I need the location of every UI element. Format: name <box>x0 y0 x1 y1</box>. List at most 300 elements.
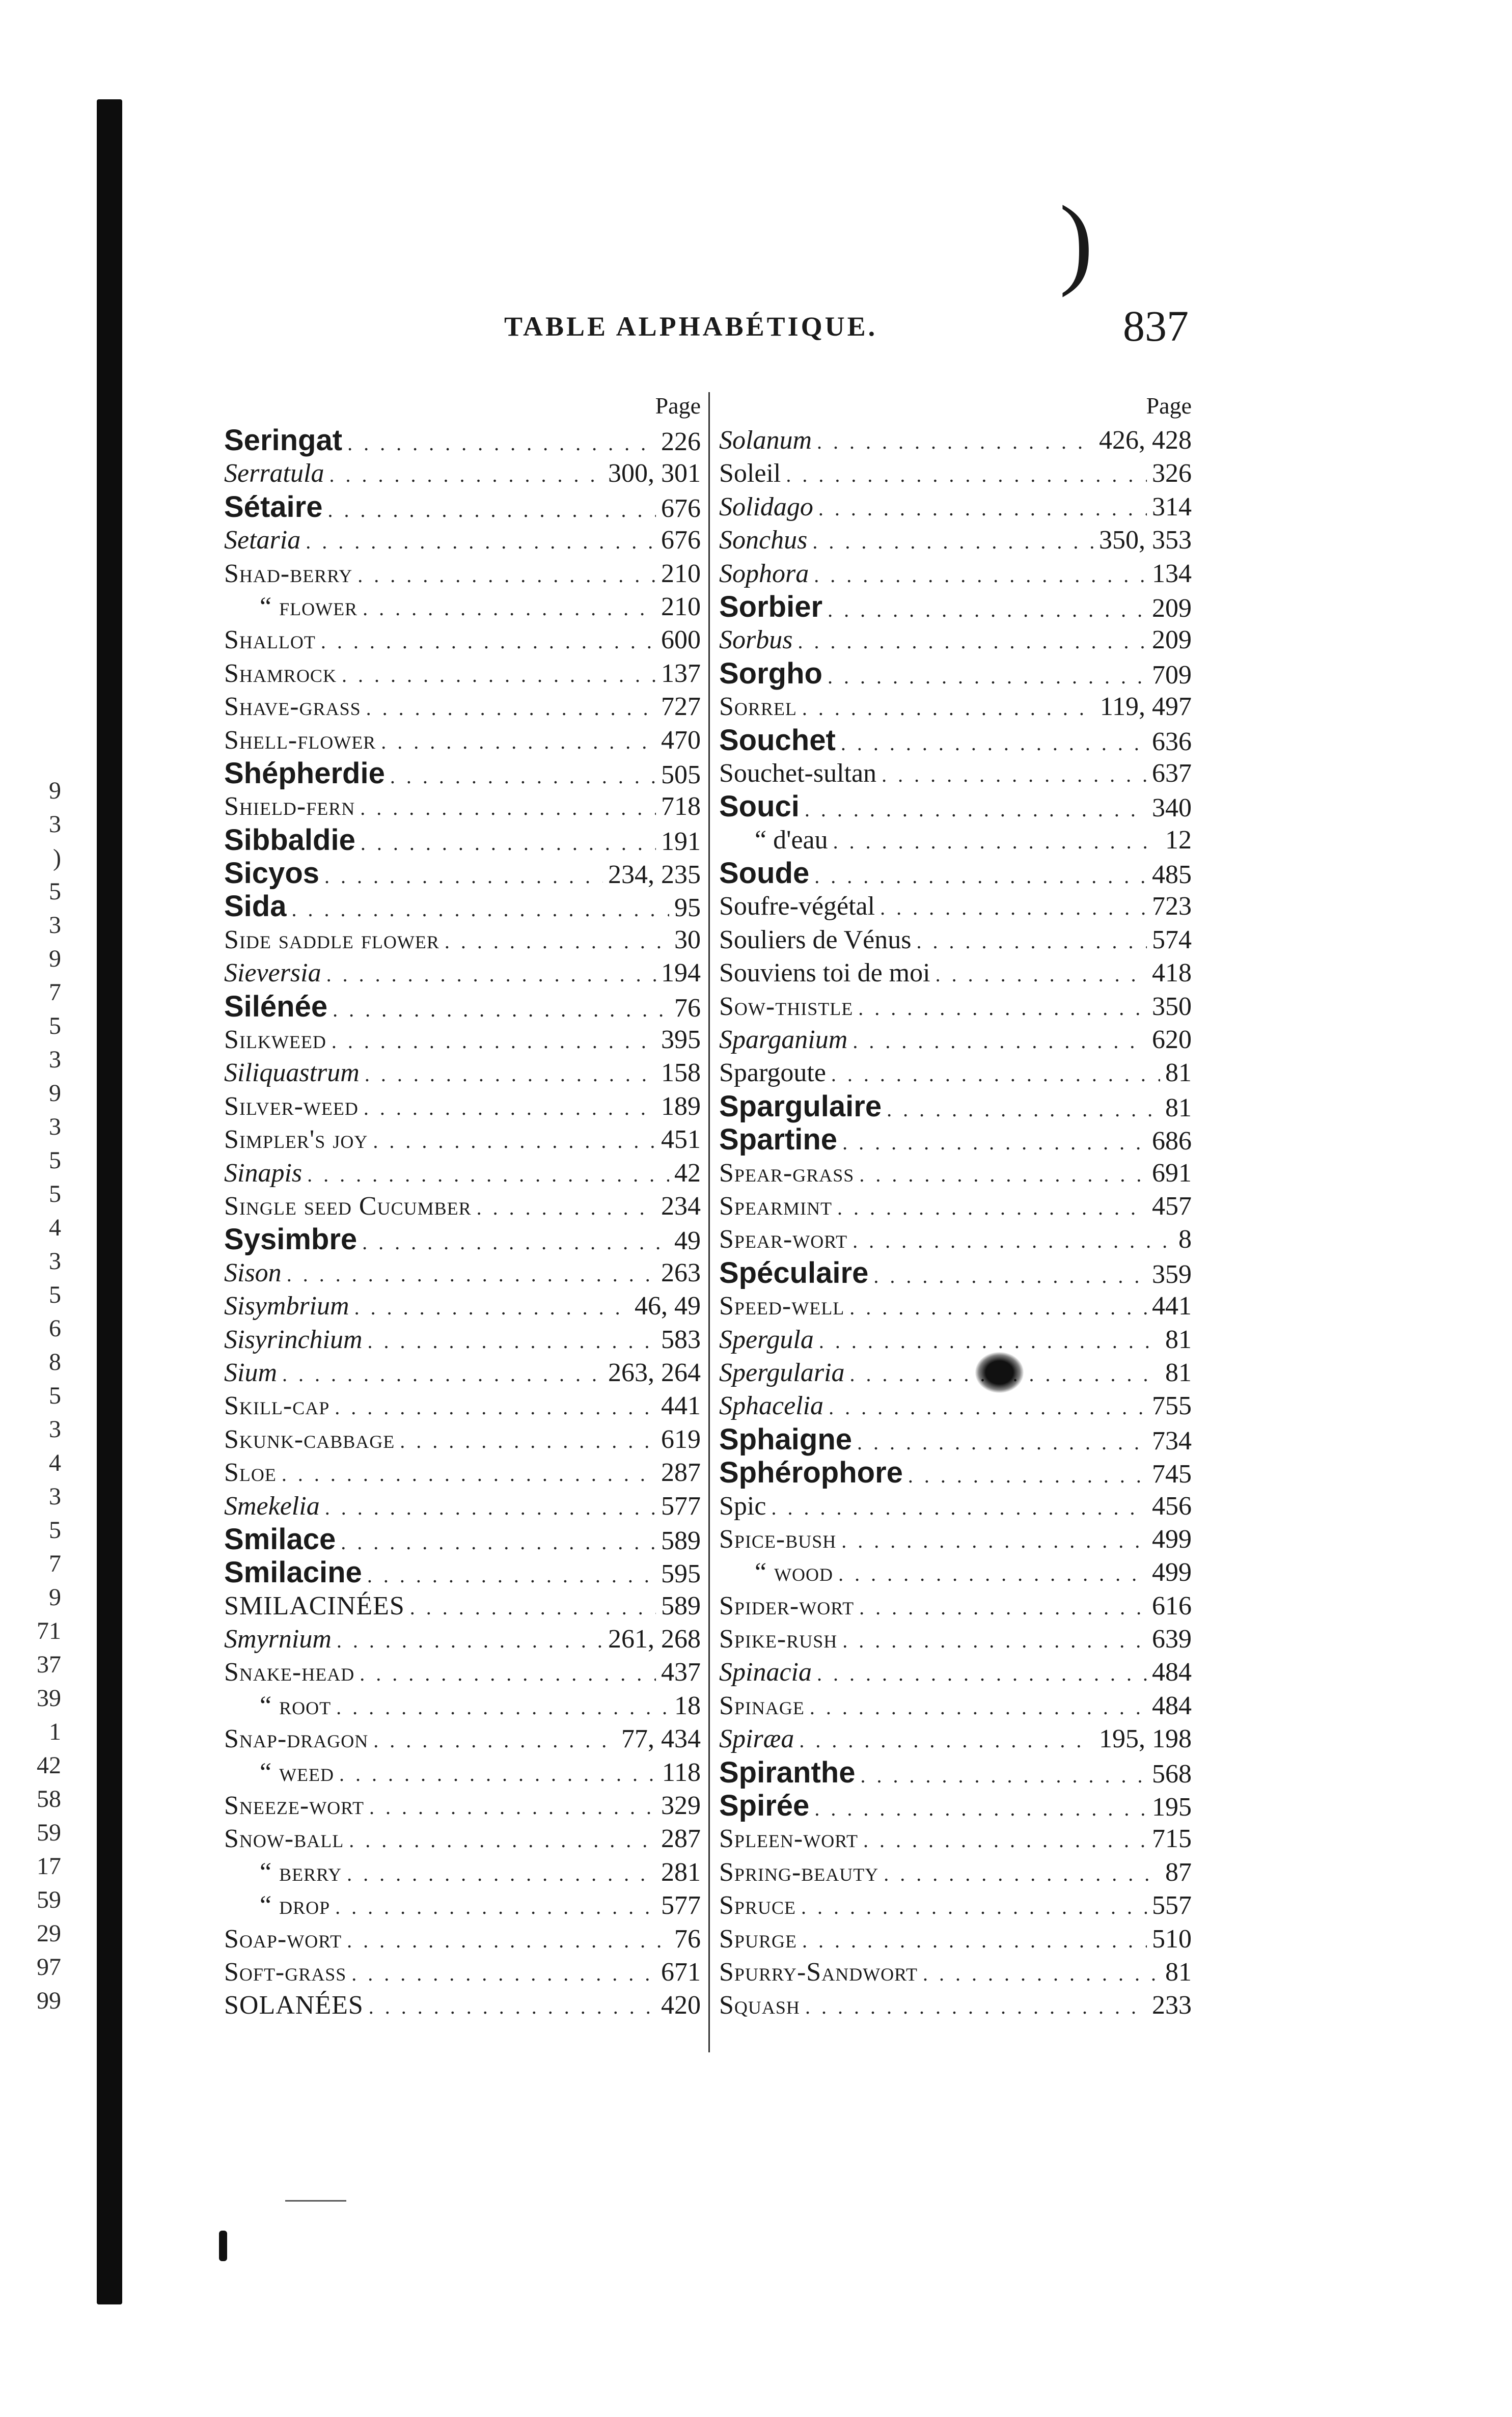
dot-leader <box>363 592 656 623</box>
index-term: Spiranthe <box>719 1755 856 1789</box>
margin-fragment: 29 <box>37 1920 61 1947</box>
index-pages: 281 <box>661 1857 701 1887</box>
index-entry <box>224 1456 708 1489</box>
margin-fragment: 39 <box>37 1685 61 1712</box>
index-term: Shépherdie <box>224 756 385 790</box>
index-pages: 718 <box>661 792 701 821</box>
dot-leader <box>849 1291 1147 1323</box>
dot-leader <box>358 559 656 590</box>
index-pages: 195 <box>1152 1793 1192 1822</box>
index-pages: 616 <box>1152 1591 1192 1621</box>
index-pages: 395 <box>661 1025 701 1055</box>
index-entry <box>224 457 708 490</box>
index-term: Sonchus <box>719 526 808 555</box>
index-entry <box>224 1523 708 1556</box>
dot-leader <box>859 1591 1147 1623</box>
index-term: Smilacine <box>224 1556 362 1589</box>
index-entry <box>224 823 708 857</box>
index-entry <box>712 1656 1192 1689</box>
index-term: Spargulaire <box>719 1089 882 1123</box>
dot-leader <box>814 559 1147 590</box>
index-pages: 87 <box>1165 1857 1192 1887</box>
margin-fragment: 59 <box>37 1819 61 1846</box>
margin-fragment: 17 <box>37 1853 61 1880</box>
index-term: Shad-berry <box>224 559 353 588</box>
index-entry <box>224 1589 708 1623</box>
index-term: Smekelia <box>224 1491 320 1521</box>
index-term: SMILACINÉES <box>224 1591 405 1621</box>
index-pages: 691 <box>1152 1158 1192 1188</box>
margin-fragment: 5 <box>49 1012 61 1039</box>
index-term: Setaria <box>224 526 301 555</box>
index-entry <box>712 923 1192 956</box>
index-entry <box>712 1423 1192 1456</box>
index-entry <box>224 1356 708 1389</box>
index-term: Spiræa <box>719 1724 794 1754</box>
dot-leader <box>887 1093 1160 1123</box>
dot-leader <box>831 1058 1160 1089</box>
dot-leader <box>368 1325 656 1356</box>
margin-fragment: 5 <box>49 1517 61 1544</box>
index-term: Sparganium <box>719 1025 848 1055</box>
dot-leader <box>349 1824 656 1855</box>
index-pages: 81 <box>1165 1093 1192 1122</box>
dot-leader <box>347 1924 669 1956</box>
index-entry <box>224 1389 708 1422</box>
dot-leader <box>853 1025 1147 1056</box>
index-term: Sorrel <box>719 692 797 722</box>
index-entry <box>712 590 1192 623</box>
margin-fragment: 99 <box>37 1987 61 2014</box>
index-entry <box>712 1856 1192 1889</box>
index-pages: 418 <box>1152 958 1192 988</box>
index-pages: 676 <box>661 526 701 555</box>
index-pages: 81 <box>1165 1957 1192 1987</box>
index-term: Spergula <box>719 1325 814 1354</box>
index-entry <box>224 1056 708 1089</box>
index-term: Spic <box>719 1491 766 1521</box>
margin-fragment: 6 <box>49 1315 61 1342</box>
index-entry <box>224 690 708 723</box>
index-term: Single seed Cucumber <box>224 1191 472 1221</box>
margin-fragment: 5 <box>49 1281 61 1308</box>
index-term: Sorbier <box>719 590 823 623</box>
index-term: Speed-well <box>719 1292 845 1321</box>
dot-leader <box>335 1391 656 1422</box>
dot-leader <box>373 1724 616 1755</box>
index-entry <box>712 1922 1192 1956</box>
index-entry <box>224 1623 708 1656</box>
index-entry <box>712 657 1192 690</box>
index-pages: 671 <box>661 1957 701 1987</box>
dot-leader <box>802 692 1095 723</box>
dot-leader <box>916 925 1147 956</box>
margin-fragment: 5 <box>49 1382 61 1409</box>
index-term: “ wood <box>755 1558 834 1587</box>
dot-leader <box>812 525 1094 557</box>
index-entry <box>712 1256 1192 1289</box>
index-entry <box>712 1356 1192 1389</box>
index-entry <box>712 1223 1192 1256</box>
index-entry <box>712 1090 1192 1123</box>
dot-leader <box>351 1957 656 1989</box>
index-pages: 77, 434 <box>621 1724 701 1754</box>
index-pages: 137 <box>661 658 701 688</box>
margin-fragment: 7 <box>49 979 61 1006</box>
index-entry <box>224 1922 708 1956</box>
index-pages: 195, 198 <box>1099 1724 1192 1754</box>
binding-edge <box>97 99 122 2304</box>
index-pages: 755 <box>1152 1391 1192 1421</box>
index-pages: 158 <box>661 1058 701 1088</box>
index-entry <box>712 1490 1192 1523</box>
index-pages: 326 <box>1152 459 1192 488</box>
index-pages: 350, 353 <box>1099 526 1192 555</box>
index-pages: 600 <box>661 625 701 655</box>
index-pages: 329 <box>661 1791 701 1821</box>
dot-leader <box>814 860 1147 890</box>
dot-leader <box>282 1358 603 1389</box>
dot-leader <box>837 1191 1147 1223</box>
margin-fragment: 4 <box>49 1449 61 1476</box>
margin-fragment: 3 <box>49 1113 61 1140</box>
dot-leader <box>360 1657 656 1689</box>
index-pages: 81 <box>1165 1358 1192 1387</box>
index-pages: 76 <box>674 1924 701 1954</box>
index-term: SOLANÉES <box>224 1991 364 2020</box>
index-pages: 287 <box>661 1824 701 1854</box>
index-term: Snow-ball <box>224 1824 344 1854</box>
index-pages: 191 <box>661 827 701 856</box>
index-pages: 499 <box>1152 1558 1192 1587</box>
index-entry <box>224 1856 708 1889</box>
index-term: Soleil <box>719 459 781 488</box>
index-term: Spice-bush <box>719 1524 837 1554</box>
index-term: Spurry-Sandwort <box>719 1957 918 1987</box>
index-entry <box>712 1756 1192 1789</box>
index-entry <box>712 857 1192 890</box>
stray-dash <box>285 2200 346 2202</box>
dot-leader <box>327 493 656 524</box>
dot-leader <box>859 1158 1147 1190</box>
dot-leader <box>857 1426 1147 1456</box>
index-entry <box>712 1157 1192 1190</box>
index-term: Sloe <box>224 1458 277 1488</box>
margin-fragment: 7 <box>49 1550 61 1577</box>
index-entry <box>224 424 708 457</box>
dot-leader <box>882 758 1147 790</box>
index-entry <box>712 1289 1192 1323</box>
index-entry <box>224 1956 708 1989</box>
margin-fragment: 3 <box>49 1046 61 1073</box>
index-entry <box>712 1023 1192 1056</box>
index-pages: 30 <box>674 925 701 954</box>
index-pages: 619 <box>661 1424 701 1454</box>
index-entry <box>712 457 1192 490</box>
page-number: 837 <box>1123 301 1189 350</box>
dot-leader <box>828 660 1147 690</box>
dot-leader <box>801 1890 1147 1922</box>
index-term: Soft-grass <box>224 1957 347 1987</box>
dot-leader <box>369 1791 656 1822</box>
index-pages: 359 <box>1152 1259 1192 1289</box>
index-term: Sisymbrium <box>224 1292 349 1321</box>
index-pages: 234 <box>661 1191 701 1221</box>
index-column-left <box>224 392 708 2022</box>
index-pages: 420 <box>661 1991 701 2020</box>
dot-leader <box>307 1158 669 1190</box>
index-term: Sphérophore <box>719 1456 903 1490</box>
running-title: TABLE ALPHABÉTIQUE. <box>504 311 878 342</box>
index-term: Silénée <box>224 990 328 1023</box>
index-pages: 709 <box>1152 660 1192 690</box>
margin-fragment: 9 <box>49 1584 61 1611</box>
index-pages: 636 <box>1152 727 1192 756</box>
index-pages: 226 <box>661 427 701 456</box>
index-pages: 589 <box>661 1526 701 1555</box>
index-entry <box>712 1589 1192 1623</box>
page-column-label: Page <box>1146 393 1192 419</box>
index-entry <box>712 757 1192 790</box>
dot-leader <box>333 993 669 1023</box>
dot-leader <box>360 791 656 823</box>
index-entry <box>712 956 1192 990</box>
index-pages: 723 <box>1152 892 1192 921</box>
page-column-label: Page <box>655 393 701 419</box>
index-term: Seringat <box>224 424 343 457</box>
index-term: Smilace <box>224 1522 336 1556</box>
dot-leader <box>771 1491 1147 1523</box>
index-entry <box>224 1989 708 2022</box>
index-term: Skunk-cabbage <box>224 1424 395 1454</box>
index-entry <box>712 1389 1192 1422</box>
dot-leader <box>884 1857 1160 1889</box>
index-entry <box>224 1689 708 1722</box>
index-pages: 46, 49 <box>635 1292 701 1321</box>
index-term: Soap-wort <box>224 1924 342 1954</box>
dot-leader <box>805 793 1147 823</box>
index-entry <box>224 524 708 557</box>
index-term: Spinage <box>719 1691 805 1720</box>
index-pages: 263, 264 <box>608 1358 701 1387</box>
index-entry <box>712 1789 1192 1822</box>
dot-leader <box>337 1624 603 1656</box>
index-entry <box>224 590 708 623</box>
index-pages: 210 <box>661 592 701 621</box>
dot-leader <box>410 1591 656 1623</box>
dot-leader <box>873 1259 1147 1289</box>
index-entry <box>224 757 708 790</box>
index-pages: 715 <box>1152 1824 1192 1854</box>
index-entry <box>712 990 1192 1023</box>
index-entry <box>224 1722 708 1755</box>
margin-fragment: 59 <box>37 1886 61 1913</box>
index-entry <box>224 890 708 923</box>
index-pages: 727 <box>661 692 701 722</box>
index-pages: 261, 268 <box>608 1625 701 1654</box>
margin-fragment: 1 <box>49 1718 61 1745</box>
dot-leader <box>445 925 669 956</box>
index-pages: 505 <box>661 760 701 789</box>
margin-fragment: 9 <box>49 777 61 804</box>
index-term: Spring-beauty <box>719 1857 879 1887</box>
index-pages: 234, 235 <box>608 860 701 890</box>
dot-leader <box>817 425 1094 457</box>
dot-leader <box>341 1526 656 1556</box>
index-term: Sida <box>224 890 287 923</box>
index-entry <box>712 724 1192 757</box>
index-term: Soufre-végétal <box>719 892 875 921</box>
dot-leader <box>335 1890 656 1922</box>
index-term: Silver-weed <box>224 1091 359 1121</box>
index-term: Snake-head <box>224 1658 355 1687</box>
index-term: Snap-dragon <box>224 1724 369 1754</box>
index-pages: 340 <box>1152 793 1192 823</box>
index-pages: 437 <box>661 1658 701 1687</box>
ink-blot <box>975 1352 1024 1393</box>
dot-leader <box>354 1291 629 1323</box>
index-pages: 42 <box>674 1158 701 1188</box>
index-pages: 583 <box>661 1325 701 1354</box>
index-pages: 263 <box>661 1258 701 1287</box>
dot-leader <box>829 1391 1147 1422</box>
index-entry <box>712 524 1192 557</box>
stray-mark-bottom <box>219 2231 227 2261</box>
dot-leader <box>292 893 670 923</box>
dot-leader <box>858 992 1147 1023</box>
dot-leader <box>339 1757 657 1789</box>
index-term: Sison <box>224 1258 282 1287</box>
index-term: Spartine <box>719 1123 838 1157</box>
index-pages: 49 <box>674 1226 701 1256</box>
index-term: Spergularia <box>719 1358 845 1387</box>
index-entry <box>712 1556 1192 1589</box>
index-term: Sorbus <box>719 625 793 655</box>
index-entry <box>712 1523 1192 1556</box>
index-term: Sinapis <box>224 1158 303 1188</box>
index-term: Sicyos <box>224 857 319 890</box>
dot-leader <box>477 1191 656 1223</box>
index-pages: 574 <box>1152 925 1192 954</box>
margin-fragment: 3 <box>49 1248 61 1275</box>
dot-leader <box>324 860 603 890</box>
index-pages: 470 <box>661 725 701 755</box>
index-entry <box>712 790 1192 823</box>
index-entry <box>224 923 708 956</box>
index-term: Siliquastrum <box>224 1058 360 1088</box>
index-pages: 81 <box>1165 1058 1192 1088</box>
dot-leader <box>366 692 656 723</box>
dot-leader <box>306 525 656 557</box>
index-entry <box>712 1623 1192 1656</box>
index-pages: 441 <box>661 1391 701 1421</box>
index-pages: 557 <box>1152 1891 1192 1920</box>
index-term: Smyrnium <box>224 1625 332 1654</box>
stray-mark: ) <box>1059 185 1093 298</box>
index-term: Spurge <box>719 1924 797 1954</box>
dot-leader <box>361 827 656 857</box>
dot-leader <box>365 1058 656 1089</box>
index-entry <box>712 1689 1192 1722</box>
index-pages: 457 <box>1152 1191 1192 1221</box>
index-entry <box>224 1157 708 1190</box>
index-pages: 620 <box>1152 1025 1192 1055</box>
dot-leader <box>838 1557 1147 1589</box>
index-pages: 95 <box>674 893 701 923</box>
dot-leader <box>799 1724 1094 1755</box>
dot-leader <box>923 1957 1160 1989</box>
dot-leader <box>798 625 1147 656</box>
index-term: Spinacia <box>719 1658 812 1687</box>
index-term: Spruce <box>719 1891 796 1920</box>
margin-fragment: 71 <box>37 1617 61 1644</box>
index-pages: 233 <box>1152 1991 1192 2020</box>
index-term: “ flower <box>260 592 358 621</box>
index-entry <box>224 956 708 990</box>
index-term: Shamrock <box>224 658 337 688</box>
index-entry <box>224 790 708 823</box>
index-term: Shallot <box>224 625 316 655</box>
index-pages: 118 <box>662 1757 701 1787</box>
dot-leader <box>818 492 1147 524</box>
index-term: Sphacelia <box>719 1391 824 1421</box>
margin-fragment: 3 <box>49 811 61 838</box>
index-entry <box>712 1123 1192 1156</box>
dot-leader <box>347 427 656 457</box>
index-term: “ root <box>260 1691 332 1720</box>
index-pages: 81 <box>1165 1325 1192 1354</box>
dot-leader <box>814 1792 1147 1822</box>
margin-fragment: ) <box>53 844 61 871</box>
dot-leader <box>880 891 1147 923</box>
index-pages: 441 <box>1152 1292 1192 1321</box>
index-term: Sphaigne <box>719 1422 853 1456</box>
index-entry <box>224 1023 708 1056</box>
index-term: Sophora <box>719 559 809 588</box>
index-pages: 484 <box>1152 1658 1192 1687</box>
index-term: Souchet-sultan <box>719 758 877 788</box>
index-pages: 499 <box>1152 1524 1192 1554</box>
index-entry <box>224 724 708 757</box>
index-term: Serratula <box>224 459 324 488</box>
index-entry <box>712 1456 1192 1489</box>
index-entry <box>224 1223 708 1256</box>
index-entry <box>712 557 1192 590</box>
index-entry <box>224 1190 708 1223</box>
dot-leader <box>367 1559 656 1589</box>
index-term: Skill-cap <box>224 1391 330 1421</box>
index-entry <box>224 1490 708 1523</box>
dot-leader <box>390 760 656 790</box>
column-divider <box>708 392 710 2052</box>
index-pages: 577 <box>661 1491 701 1521</box>
index-term: Spike-rush <box>719 1625 838 1654</box>
index-term: Shield-fern <box>224 792 355 821</box>
index-pages: 314 <box>1152 492 1192 521</box>
index-entry <box>224 1123 708 1156</box>
index-entry <box>712 1989 1192 2022</box>
margin-fragment: 5 <box>49 878 61 905</box>
index-term: Sieversia <box>224 958 321 988</box>
index-entry <box>712 890 1192 923</box>
index-entry <box>224 1656 708 1689</box>
margin-fragment: 37 <box>37 1651 61 1678</box>
index-term: Solanum <box>719 426 812 455</box>
dot-leader <box>364 1091 656 1123</box>
dot-leader <box>362 1226 669 1256</box>
margin-fragment: 9 <box>49 1080 61 1107</box>
dot-leader <box>369 1990 656 2022</box>
